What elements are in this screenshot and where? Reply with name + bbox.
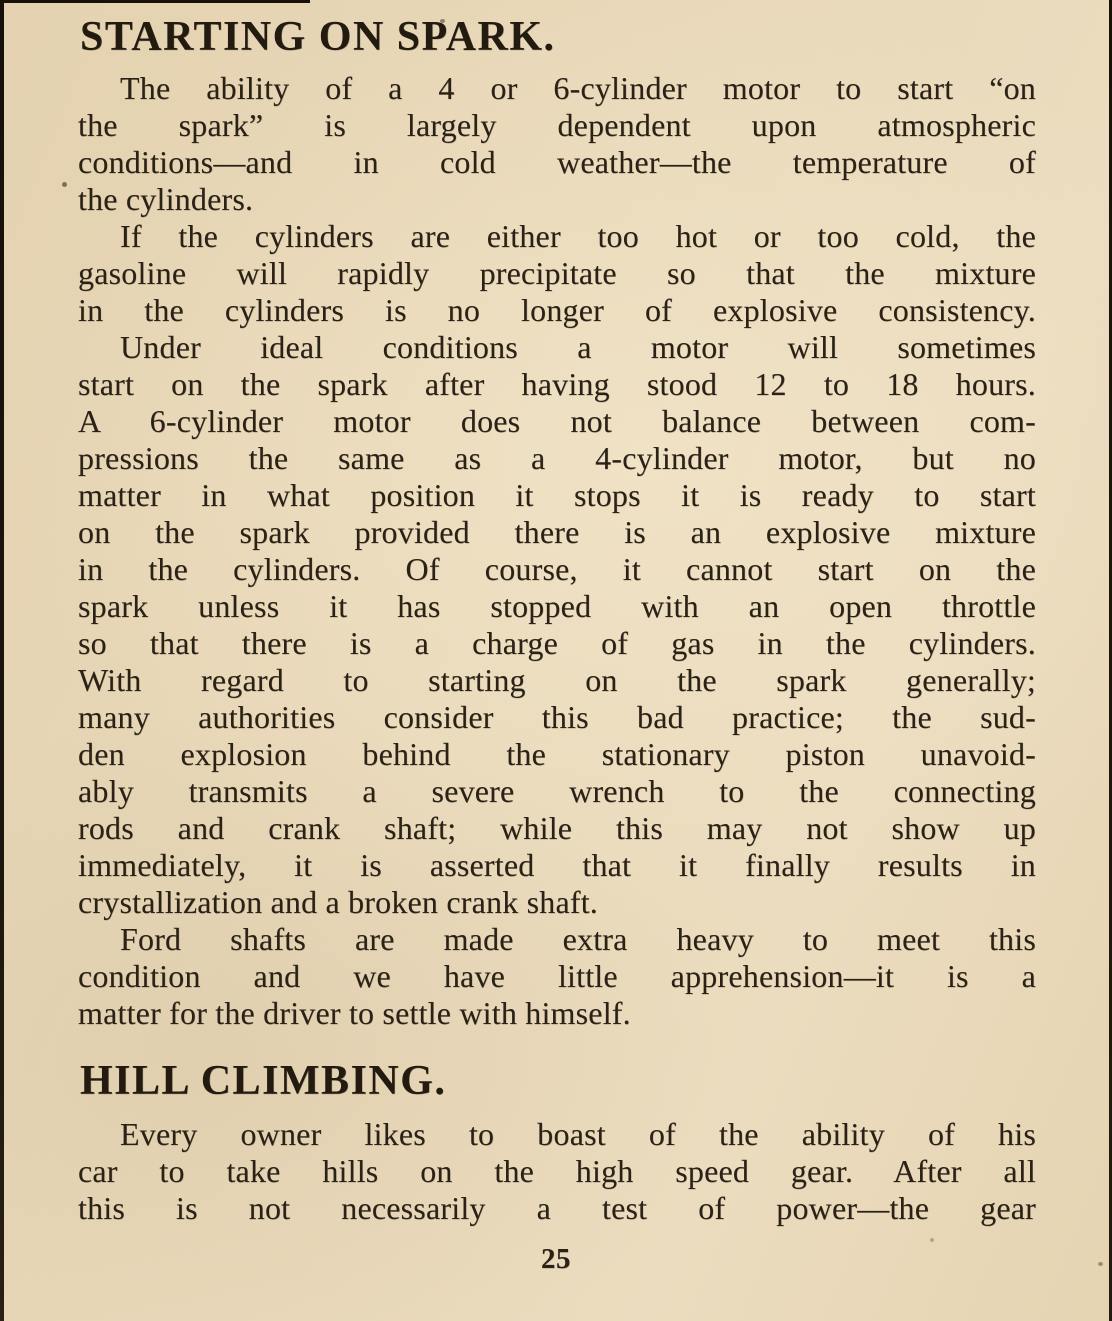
paragraph xyxy=(78,218,1036,329)
paragraph xyxy=(78,921,1036,1032)
text-line: If the cylinders are either too hot or too cold, the xyxy=(120,218,1036,254)
text-line: spark unless it has stopped with an open throttle xyxy=(78,588,1036,624)
text-line: A 6-cylinder motor does not balance between com- xyxy=(78,403,1036,439)
section-heading-starting-on-spark: STARTING ON SPARK. xyxy=(80,14,556,60)
paragraph xyxy=(78,1116,1036,1227)
text-line: Every owner likes to boast of the ability of his xyxy=(120,1116,1036,1152)
scan-edge-left xyxy=(0,0,4,1321)
text-line: gasoline will rapidly precipitate so that the mixture xyxy=(78,255,1036,291)
text-line: crystallization and a broken crank shaft. xyxy=(78,884,598,920)
text-line: den explosion behind the stationary piston unavoid- xyxy=(78,736,1036,772)
text-line: immediately, it is asserted that it finally results in xyxy=(78,847,1036,883)
text-line: Ford shafts are made extra heavy to meet this xyxy=(120,921,1036,957)
paragraph xyxy=(78,70,1036,218)
text-column xyxy=(78,14,1036,1227)
text-line: Under ideal conditions a motor will sometimes xyxy=(120,329,1036,365)
text-line: matter in what position it stops it is ready to start xyxy=(78,477,1036,513)
text-line: ably transmits a severe wrench to the connecting xyxy=(78,773,1036,809)
text-line: The ability of a 4 or 6-cylinder motor to start “on xyxy=(120,70,1036,106)
text-line: many authorities consider this bad practice; the sud- xyxy=(78,699,1036,735)
text-line: conditions—and in cold weather—the temperature of xyxy=(78,144,1036,180)
text-line: start on the spark after having stood 12 to 18 hours. xyxy=(78,366,1036,402)
text-line: matter for the driver to settle with himself. xyxy=(78,995,631,1031)
text-line: With regard to starting on the spark generally; xyxy=(78,662,1036,698)
paper-speck xyxy=(930,1238,934,1242)
text-line: in the cylinders is no longer of explosive consistency. xyxy=(78,292,1036,328)
text-line: the spark” is largely dependent upon atmospheric xyxy=(78,107,1036,143)
text-line: pressions the same as a 4-cylinder motor, but no xyxy=(78,440,1036,476)
page-number: 25 xyxy=(541,1243,571,1275)
text-line: the cylinders. xyxy=(78,181,254,217)
paragraph xyxy=(78,329,1036,921)
text-line: car to take hills on the high speed gear. After all xyxy=(78,1153,1036,1189)
text-line: in the cylinders. Of course, it cannot start on the xyxy=(78,551,1036,587)
text-line: rods and crank shaft; while this may not show up xyxy=(78,810,1036,846)
section-heading-hill-climbing: HILL CLIMBING. xyxy=(80,1058,447,1104)
text-line: so that there is a charge of gas in the cylinders. xyxy=(78,625,1036,661)
text-line: on the spark provided there is an explosive mixture xyxy=(78,514,1036,550)
paper-speck xyxy=(62,182,67,187)
text-line: this is not necessarily a test of power—the gear xyxy=(78,1190,1036,1226)
scan-edge-top xyxy=(0,0,310,3)
text-line: condition and we have little apprehension—it is a xyxy=(78,958,1036,994)
